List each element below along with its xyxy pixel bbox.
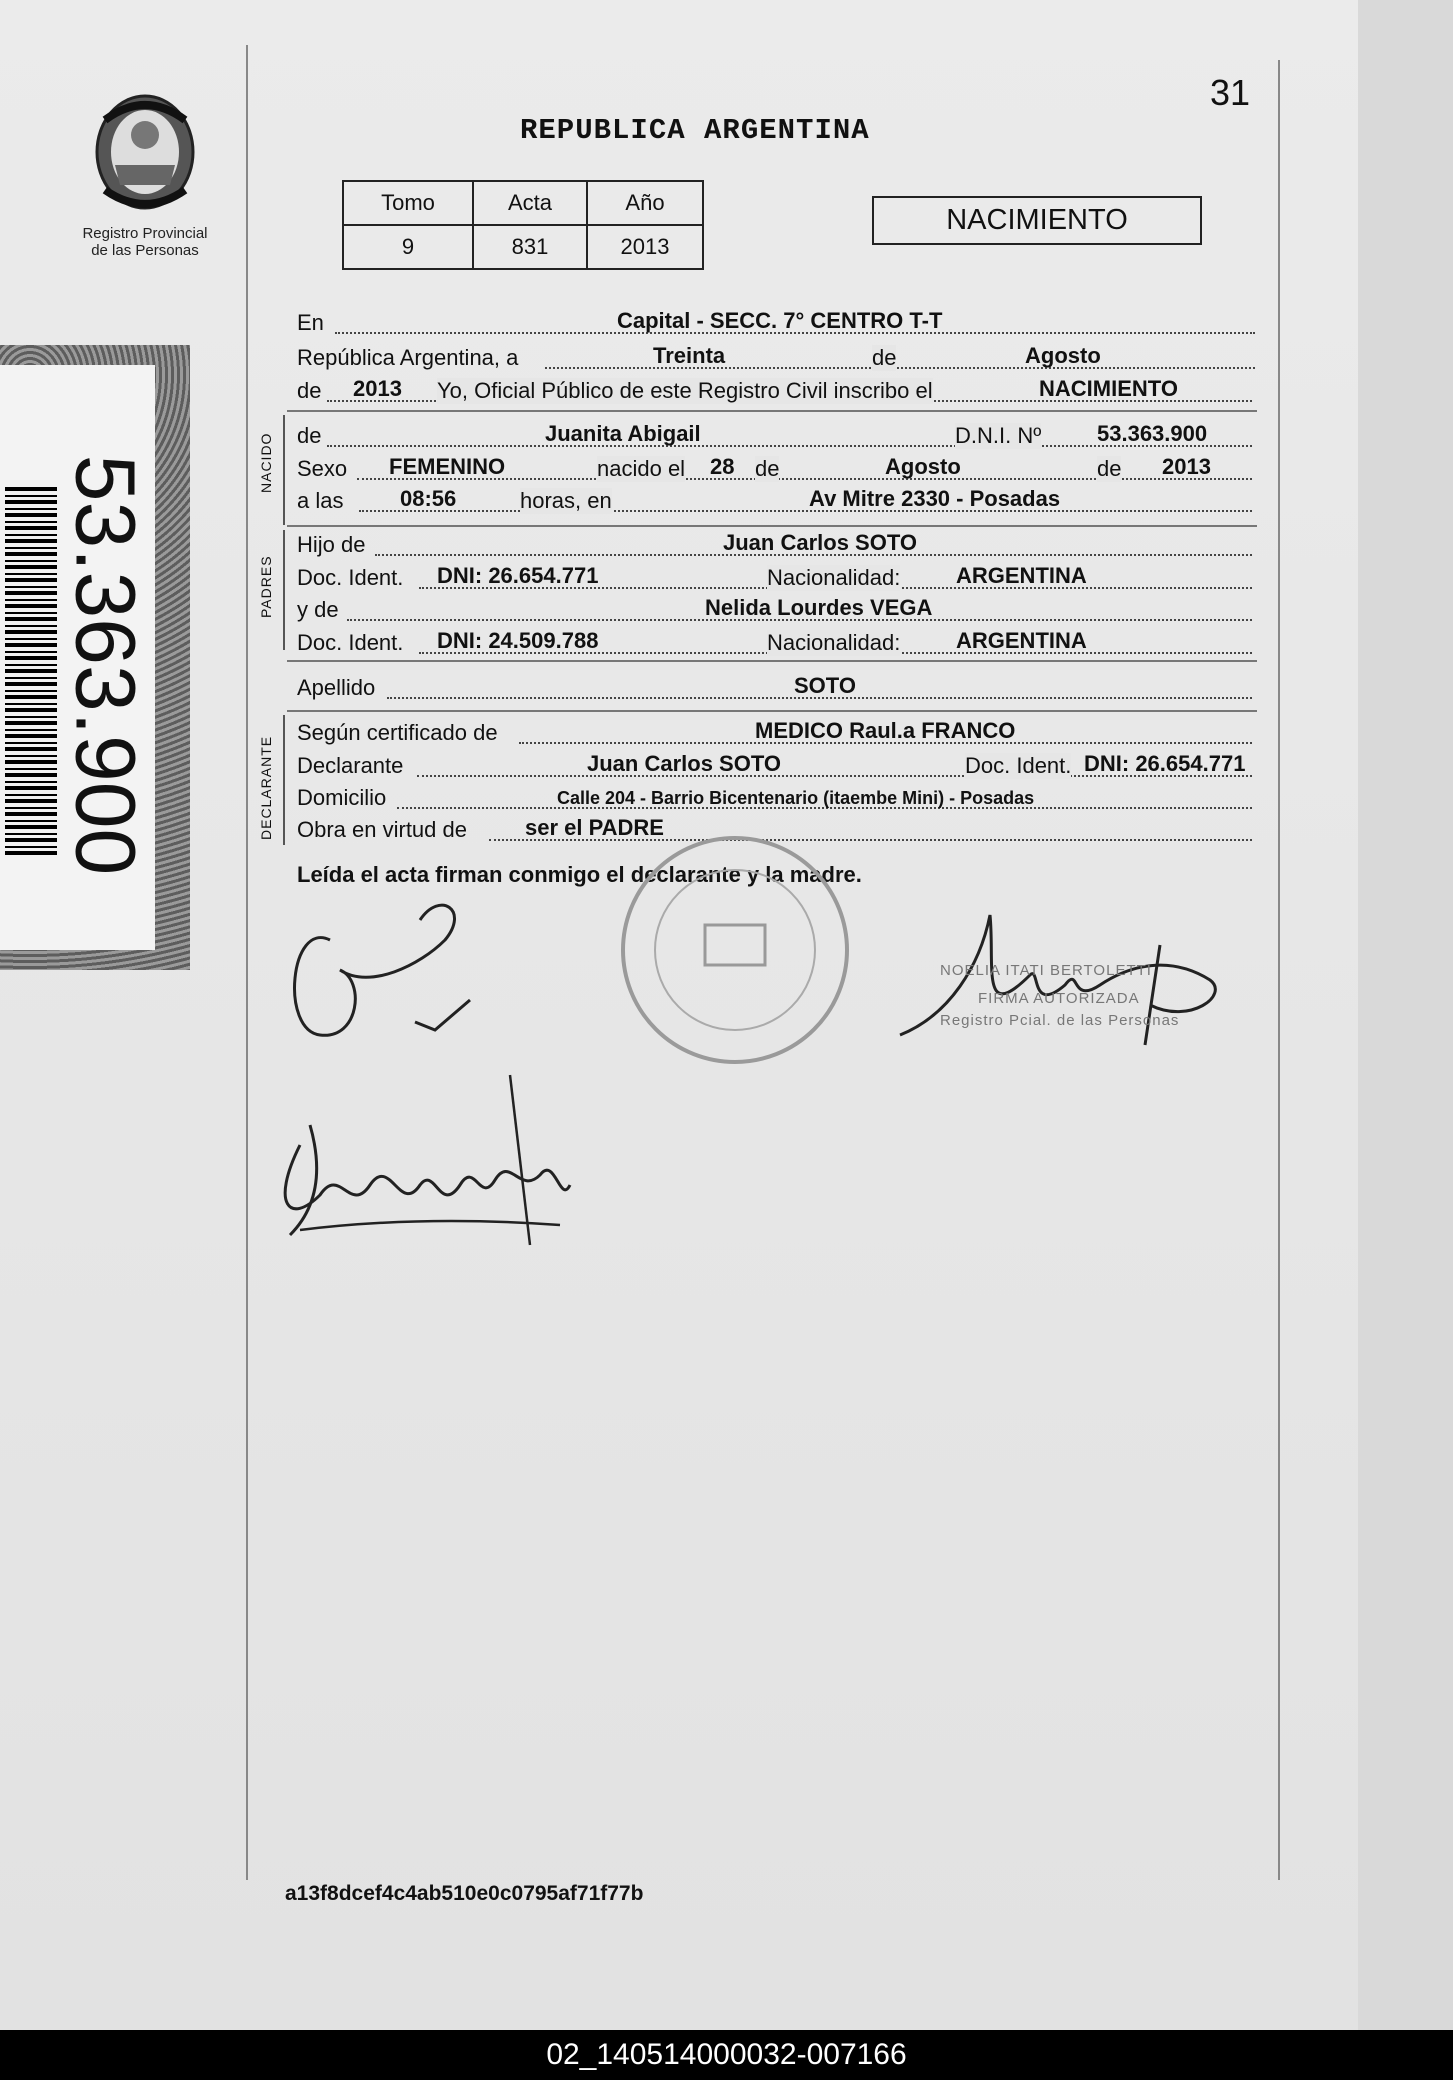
footer-id: 02_140514000032-007166 xyxy=(0,2030,1453,2080)
label-sexo: Sexo xyxy=(297,456,348,481)
row-certificado xyxy=(297,716,1257,746)
page-number: 31 xyxy=(1210,72,1251,113)
label-declarante: Declarante xyxy=(297,753,404,778)
label-inscribo: Yo, Oficial Público de este Registro Civil inscribo el xyxy=(437,378,933,403)
row-hora xyxy=(297,484,1257,514)
registry-seal-stamp xyxy=(610,830,870,1090)
label-de-mes: de xyxy=(755,456,780,481)
logo-caption-1: Registro Provincial xyxy=(82,225,208,242)
row-sexo xyxy=(297,452,1257,482)
label-de-anio-nac: de xyxy=(1097,456,1122,481)
label-republica: República Argentina, a xyxy=(297,345,519,370)
provincial-logo xyxy=(70,90,220,259)
row-nombre xyxy=(297,419,1257,449)
label-de-anio: de xyxy=(297,378,322,403)
value-declarante-doc: DNI: 26.654.771 xyxy=(1084,751,1246,776)
barcode-bars xyxy=(5,485,57,855)
side-label-padres: PADRES xyxy=(258,555,274,618)
stamp-registry: Registro Pcial. de las Personas xyxy=(940,1012,1180,1029)
label-horas-en: horas, en xyxy=(520,488,612,513)
value-tomo: 9 xyxy=(343,225,473,269)
value-acta: 831 xyxy=(473,225,587,269)
label-nac-padre: Nacionalidad: xyxy=(767,565,901,590)
label-hijo-de: Hijo de xyxy=(297,532,366,557)
side-label-nacido: NACIDO xyxy=(258,432,274,493)
value-nac-mes: Agosto xyxy=(885,454,961,479)
stamp-firma-autorizada: FIRMA AUTORIZADA xyxy=(978,990,1140,1007)
label-dni: D.N.I. Nº xyxy=(955,423,1042,448)
value-nac-anio: 2013 xyxy=(1162,454,1211,479)
value-anio: 2013 xyxy=(587,225,703,269)
value-nombre: Juanita Abigail xyxy=(545,421,701,446)
page-edge xyxy=(1358,0,1453,2030)
value-madre: Nelida Lourdes VEGA xyxy=(705,595,933,620)
label-certificado: Según certificado de xyxy=(297,720,498,745)
value-apellido: SOTO xyxy=(794,673,856,698)
value-padre-doc: DNI: 26.654.771 xyxy=(437,563,599,588)
value-padre-nac: ARGENTINA xyxy=(956,563,1087,588)
header-acta: Acta xyxy=(473,181,587,225)
barcode-sticker xyxy=(0,345,190,970)
value-obra: ser el PADRE xyxy=(525,815,664,840)
value-inscribo: NACIMIENTO xyxy=(1039,376,1178,401)
side-label-declarante: DECLARANTE xyxy=(258,735,274,840)
label-doc-padre: Doc. Ident. xyxy=(297,565,404,590)
label-apellido: Apellido xyxy=(297,675,376,700)
row-y-de xyxy=(297,593,1257,623)
label-doc-declarante: Doc. Ident. xyxy=(965,753,1072,778)
row-domicilio xyxy=(297,781,1257,811)
value-nac-dia: 28 xyxy=(710,454,735,479)
label-domicilio: Domicilio xyxy=(297,785,387,810)
value-madre-nac: ARGENTINA xyxy=(956,628,1087,653)
value-domicilio: Calle 204 - Barrio Bicentenario (itaembe Mini) - Posadas xyxy=(557,788,1035,808)
header-anio: Año xyxy=(587,181,703,225)
value-padre: Juan Carlos SOTO xyxy=(723,530,917,555)
label-nac-madre: Nacionalidad: xyxy=(767,630,901,655)
row-hijo-de xyxy=(297,528,1257,558)
misiones-seal-icon xyxy=(85,90,205,220)
mother-signature xyxy=(260,1065,590,1285)
label-y-de: y de xyxy=(297,597,339,622)
barcode-number: 53.363.900 xyxy=(58,454,153,876)
value-mes: Agosto xyxy=(1025,343,1101,368)
closing-statement: Leída el acta firman conmigo el declarante y la madre. xyxy=(297,862,862,887)
right-margin-line xyxy=(1278,60,1280,1880)
value-hora: 08:56 xyxy=(400,486,457,511)
logo-caption-2: de las Personas xyxy=(91,242,199,259)
declarant-signature xyxy=(270,870,510,1070)
value-sexo: FEMENINO xyxy=(389,454,506,479)
row-fecha xyxy=(297,341,1257,371)
registry-table xyxy=(342,180,704,270)
value-lugar: Av Mitre 2330 - Posadas xyxy=(809,486,1061,511)
document-hash: a13f8dcef4c4ab510e0c0795af71f77b xyxy=(285,1882,644,1905)
label-obra: Obra en virtud de xyxy=(297,817,467,842)
stamp-official-name: NOELIA ITATI BERTOLETTI xyxy=(940,962,1152,979)
value-certificado: MEDICO Raul.a FRANCO xyxy=(755,718,1016,743)
official-signature xyxy=(890,905,1240,1055)
label-nacido: nacido el xyxy=(597,456,686,481)
document-title: REPUBLICA ARGENTINA xyxy=(520,114,870,147)
label-doc-madre: Doc. Ident. xyxy=(297,630,404,655)
row-madre-doc xyxy=(297,626,1257,656)
left-margin-line xyxy=(246,45,248,1880)
header-tomo: Tomo xyxy=(343,181,473,225)
row-padre-doc xyxy=(297,561,1257,591)
row-inscribo xyxy=(297,374,1257,404)
row-apellido xyxy=(297,671,1257,701)
value-declarante: Juan Carlos SOTO xyxy=(587,751,781,776)
label-a-las: a las xyxy=(297,488,344,513)
value-madre-doc: DNI: 24.509.788 xyxy=(437,628,599,653)
record-type-box: NACIMIENTO xyxy=(872,196,1202,245)
label-de-nombre: de xyxy=(297,423,322,448)
row-declarante xyxy=(297,749,1257,779)
label-en: En xyxy=(297,310,324,335)
value-dia: Treinta xyxy=(653,343,726,368)
value-anio: 2013 xyxy=(353,376,402,401)
value-en: Capital - SECC. 7° CENTRO T-T xyxy=(617,308,943,333)
row-en xyxy=(297,306,1257,336)
label-de: de xyxy=(872,345,897,370)
value-dni: 53.363.900 xyxy=(1097,421,1208,446)
